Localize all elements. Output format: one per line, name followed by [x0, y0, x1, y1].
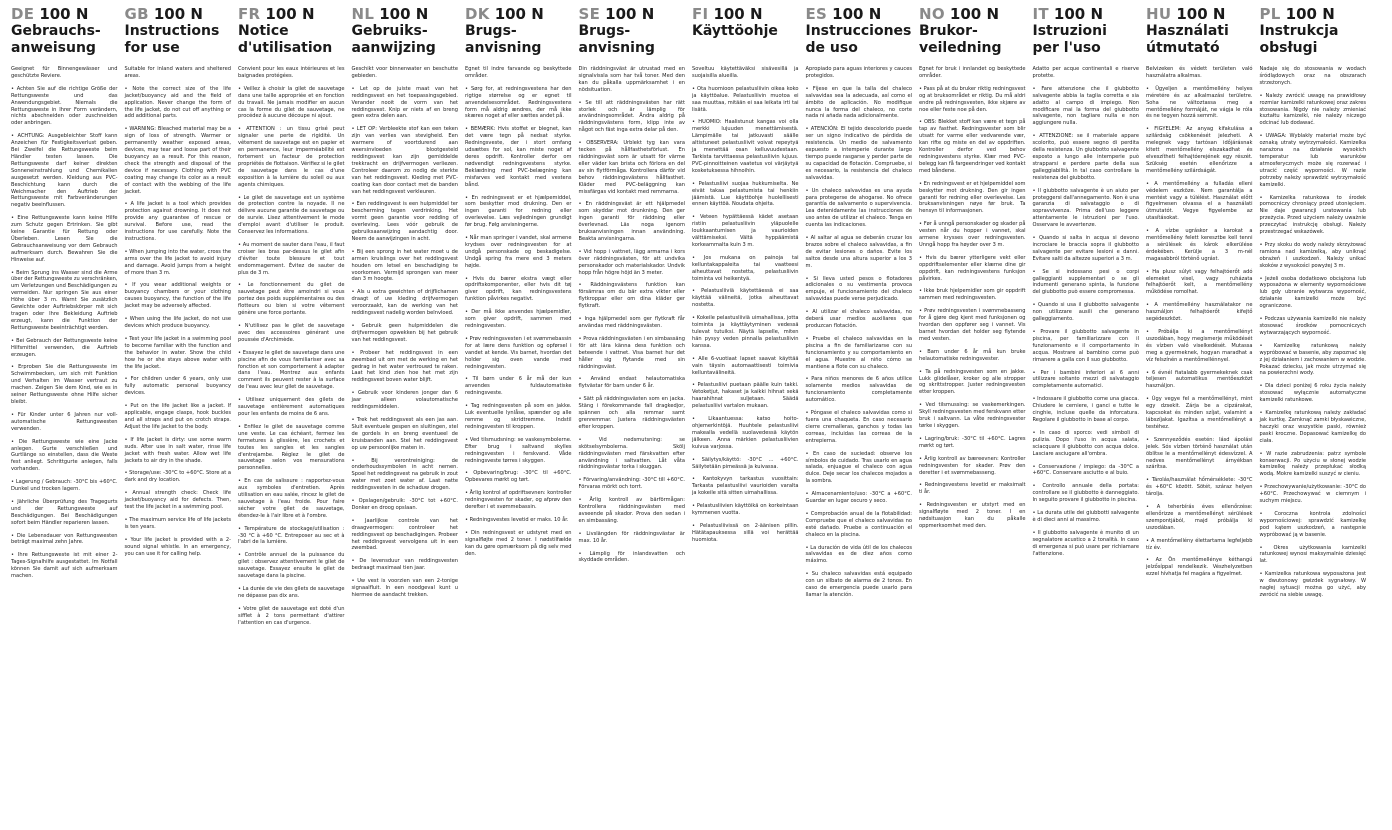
instruction-paragraph: • ATENCIÓN: El tejido descolorido puede ser un signo indicativo de pérdida de resistencia. Un medio de salvamento expuesto a intemperie durante largo tiempo puede rasgarse y perder parte de su capacidad de flotación. Compruebe, si es necesario, la resistencia del chaleco salvavidas.	[805, 126, 912, 181]
column-title: Instrukcja obsługi	[1259, 23, 1339, 56]
language-column-nl	[349, 4, 463, 826]
instruction-text	[352, 66, 459, 599]
instruction-paragraph: • Lagring/bruk: -30°C til +60°C. Lagres mørkt og tørt.	[919, 435, 1026, 449]
language-code: SE	[578, 5, 601, 23]
instruction-paragraph: • Para niños menores de 6 años utilice solamente medios salvavidas de funcionamiento completamente automático.	[805, 376, 912, 404]
instruction-paragraph: • Il giubbotto salvagente è un aiuto per proteggersi dall'annegamento. Non è una garanzia di salvataggio o di sopravvivenza. Prima dell'uso leggere attentamente le istruzioni per l'uso. Osservare le avvertenze.	[1032, 187, 1139, 229]
instruction-paragraph: • Ta på redningsvesten som en jakke. Lukk glidelåser, kroker og alle stropper og skrittstropper. Juster redningsvesten etter kroppen.	[919, 368, 1026, 396]
instruction-paragraph: • Tárolás/használat hőmérséklete: -30°C és +60°C között. Sötét, száraz helyen tárolja.	[1146, 477, 1253, 498]
instruction-paragraph: • Almacenamiento/uso: -30°C a +60°C. Guardar en lugar oscuro y seco.	[805, 491, 912, 505]
instruction-paragraph: • En redningsvest er et hjelpemiddel som beskytter mot drukning. Den gir ingen garanti for redning eller overlevelse. Les bruksanvisningen nøye før bruk. Ta hensyn til informasjonen.	[919, 180, 1026, 215]
buoyancy-rating: 100 N	[39, 5, 89, 23]
language-code: ES	[805, 5, 828, 23]
instruction-paragraph: • The maximum service life of life jackets is ten years.	[124, 516, 231, 530]
instruction-paragraph: • La durée de vie des gilets de sauvetage ne dépasse pas dix ans.	[238, 586, 345, 599]
instruction-paragraph: • Ota huomioon pelastusliivin oikea koko ja käyttöalue. Pelastusliivin muotoa ei saa muuttaa, mitään ei saa leikata irti tai lisätä.	[692, 85, 799, 113]
instruction-paragraph: • Gebruik geen hulpmiddelen die drijfvermogen opwekken bij het gebruik van het reddingsvest.	[351, 323, 458, 343]
instruction-text	[1260, 66, 1367, 599]
instruction-text	[919, 66, 1026, 530]
instruction-paragraph: • Sørg for, at redningsvestens har den rigtige størrelse og er egnet til anvendelsesområdet. Redningsvestens form må aldrig ændres, der må ikke skæres noget af eller sættes andet på.	[465, 85, 572, 120]
instruction-paragraph: • En räddningsväst är ett hjälpmedel som skyddar mot drunkning. Den ger ingen garanti för räddning eller överlevnad. Läs noga igenom bruksanvisningen innan användning. Beakta anvisningarna.	[578, 201, 685, 242]
instruction-paragraph: • Ügyeljen a mentőmellény helyes méretére és az alkalmazási területre. Soha ne változtassa meg a mentőmellény formáját, ne vágja le róla és ne tegyen hozzá semmit.	[1146, 85, 1253, 120]
instruction-paragraph: • Pelastusliiviä käytettäessä ei saa käyttää välineitä, jotka aiheuttavat nostetta.	[692, 288, 799, 309]
instruction-paragraph: • ATTENTION : un tissu grisé peut signaler une perte de rigidité. Un vêtement de sauvetage est en papier et en permanence, leur imperméabilité est fortement un facteur de protection propriétés de flottaison. Vérifiez si le gilet de sauvetage dans le cas d'une exposition à la lumière du soleil ou aux agents chimiques.	[238, 126, 345, 188]
column-title: Gebruiks- aanwijzing	[351, 23, 436, 56]
instruction-paragraph: • Se si indossano pesi o corpi galleggianti supplementari o se gli indumenti generano spinta, la funzione del giubbotto può essere compromessa.	[1032, 268, 1139, 296]
instruction-paragraph: • Per i bambini inferiori ai 6 anni utilizzare soltanto mezzi di salvataggio completamente automatici.	[1032, 369, 1139, 390]
instruction-paragraph: • A mentőmellény élettartama legfeljebb tíz év.	[1146, 537, 1253, 551]
instruction-paragraph: • Essayez le gilet de sauvetage dans une piscine afin de vous familiariser avec sa fonction et son comportement à adapter dans l'eau. Montrez aux enfants comment ils peuvent rester à la surface de l'eau avec leur gilet de sauvetage.	[238, 349, 345, 391]
instruction-paragraph: • En cas de salissure : rapportez-vous aux symboles d'entretien. Après utilisation en eau salée, rincez le gilet de sauvetage à l'eau froide. Pour faire sécher votre gilet de sauvetage, étendez-le à l'air libre et à l'ombre.	[238, 478, 345, 519]
instruction-paragraph: • Quando si salta in acqua si devono incrociare le braccia sopra il giubbotto salvagente per evitare lesioni e danni. Evitare salti da altezze superiori a 3 m.	[1032, 235, 1139, 262]
instruction-paragraph: • Quando si usa il giubbotto salvagente non utilizzare ausili che generano galleggiamento.	[1032, 302, 1139, 323]
instruction-paragraph: • BEMÆRK: Hvis stoffet er blegnet, kan det være tegn på nedsat styrke. Redningsveste, der i stort omfang udsættes for sol, kan miste noget af deres opdrift. Kontroller derfor om nødvendigt redningsvestens styrke. Beklædning med PVC-belægning kan misfarves ved kontakt med vestens bånd.	[465, 126, 572, 188]
instruction-columns	[8, 4, 1388, 826]
instruction-text	[1146, 66, 1253, 578]
column-title: Brugs- anvisning	[578, 23, 655, 56]
buoyancy-rating: 100 N	[379, 5, 429, 23]
instruction-paragraph: • A life jacket is a tool which provides protection against drowning. It does not provide any guarantee of rescue or survival. Before use, read the instructions for use carefully. Note the instructions.	[124, 201, 231, 242]
column-header	[11, 4, 118, 60]
instruction-paragraph: • Bij verontreiniging: de onderhoudssymbolen in acht nemen. Spoel het reddingsvest na gebruik in zout water met zoet water af. Laat natte reddingsvesten in de schaduw drogen.	[351, 457, 458, 492]
language-column-se	[576, 4, 690, 826]
instruction-paragraph: • WARNING: Bleached material may be a sign of loss of strength. Warmer or permanently weather exposed areas, devices, may tear and loose part of their buoyancy as a result. For this reason, check the strength and disposal of the device if necessary. Clothing with PVC coating may change its color as a result of contact with the webbing of the life jacket.	[124, 126, 231, 195]
instruction-paragraph: • Coroczna kontrola zdolności wypornościowej: sprawdzić kamizelkę pod kątem uszkodzeń, a następnie wypróbować ją w basenie.	[1259, 510, 1366, 538]
instruction-paragraph: • W razie zabrudzenia: patrz symbole konserwacji. Po użyciu w słonej wodzie kamizelkę należy przepłukać słodką wodą. Mokre kamizelki suszyć w cieniu.	[1259, 450, 1366, 478]
instruction-paragraph: • Bei Gebrauch der Rettungsweste keine Hilfsmittel verwenden, die Auftrieb erzeugen.	[11, 337, 118, 358]
instruction-paragraph: • Livslängden för räddningsvästar är max. 10 år.	[578, 530, 685, 544]
instruction-paragraph: • Przy skoku do wody należy skrzyżować ramiona nad kamizelką, aby uniknąć obrażeń i uszkodzeń. Należy unikać skoków z wysokości powyżej 3 m.	[1259, 241, 1366, 269]
instruction-paragraph: • Der må ikke anvendes hjælpemidler, som giver opdrift, sammen med redningsvesten.	[465, 309, 572, 329]
instruction-paragraph: • Hvis du bærer ytterligere vekt eller oppdriftselementer eller klærne dine gir oppdrift, kan redningsvestens funksjon påvirkes.	[919, 254, 1026, 282]
instruction-paragraph: • Kokeile pelastusliiviä uimahallissa, jotta toiminta ja käyttäytyminen vedessä tulevat tutuiksi. Näytä lapselle, miten hän pysyy veden pinnalla pelastusliivin kanssa.	[692, 315, 799, 349]
instruction-text	[692, 66, 799, 544]
column-header	[1146, 4, 1253, 60]
instruction-paragraph: • Alle 6-vuotiaat lapset saavat käyttää vain täysin automaattisesti toimivia kelluntavälineitä.	[692, 355, 799, 376]
instruction-paragraph: • Su chaleco salvavidas está equipado con un silbato de alarma de 2 tonos. En caso de emergencia puede usarlo para llamar la atención.	[805, 571, 912, 598]
language-column-fi	[689, 4, 803, 826]
instruction-paragraph: • ATTENZIONE: se il materiale appare scolorito, può essere segno di perdita della resistenza. Un giubbotto salvagente esposto a lungo alle intemperie può strapparsi e perdere parte della sua galleggiabilità. In tal caso controllare la resistenza del giubbotto.	[1032, 133, 1139, 181]
instruction-paragraph: • If life jacket is dirty: use some warm suds. After use in salt water, rinse life jacket with fresh water. Allow wet life jackets to air dry in the shade.	[124, 436, 231, 464]
instruction-paragraph: • Conservazione / impiego: da -30°C a +60°C. Conservare asciutto e al buio.	[1032, 463, 1139, 477]
language-code: HU	[1146, 5, 1172, 23]
instruction-paragraph: • Erproben Sie die Rettungsweste im Schwimmbecken, um sich mit Funktion und Verhalten im Wasser vertraut zu machen. Zeigen Sie dem Kind, wie es in seiner Rettungsweste ohne Hilfe sicher bleibt.	[11, 364, 118, 405]
instruction-paragraph: • Ikke bruk hjelpemidler som gir oppdrift sammen med redningsvesten.	[919, 288, 1026, 302]
instruction-paragraph: • Likaantuessa: katso hoito-ohjemerkintöjä. Huuhtele pelastusliivi makealla vedellä suolavedessä käytön jälkeen. Anna märkien pelastusliivien kuivua varjossa.	[692, 416, 799, 450]
instruction-paragraph: • Die Lebensdauer von Rettungswesten beträgt maximal zehn Jahre.	[11, 532, 118, 546]
instruction-paragraph: • Kamizelka ratunkowa wyposażona jest w dwutonowy gwizdek sygnałowy. W nagłej sytuacji można go użyć, aby zwrócić na siebie uwagę.	[1259, 571, 1366, 598]
instruction-paragraph: • Fíjese en que la talla del chaleco salvavidas sea la adecuada, así como el ámbito de aplicación. No modifique nunca la forma del chaleco, no corte nada ni añada nada adicionalmente.	[805, 85, 912, 120]
column-header	[1033, 4, 1140, 60]
instruction-paragraph: Geschikt voor binnenwater en beschutte gebieden.	[351, 66, 458, 79]
column-title: Használati útmutató	[1146, 23, 1229, 56]
instruction-paragraph: • Au moment de sauter dans l'eau, il faut croiser les bras par-dessus le gilet afin d'éviter toute blessure et tout endommagement. Évitez de sauter de plus de 3 m.	[238, 241, 345, 276]
buoyancy-rating: 100 N	[832, 5, 882, 23]
instruction-paragraph: • Dla dzieci poniżej 6 roku życia należy stosować wyłącznie automatyczne kamizelki ratunkowe.	[1259, 383, 1366, 404]
instruction-paragraph: • Inga hjälpmedel som ger flytkraft får användas med räddningsvästen.	[578, 316, 685, 329]
instruction-paragraph: • Lagerung / Gebrauch: -30°C bis +60°C. Dunkel und trocken lagern.	[11, 479, 118, 493]
language-code: DE	[11, 5, 35, 23]
buoyancy-rating: 100 N	[265, 5, 315, 23]
instruction-paragraph: • Utilisez uniquement des gilets de sauvetage entièrement automatiques pour les enfants de moins de 6 ans.	[238, 397, 345, 417]
instruction-paragraph: • A mentőmellény a fulladás elleni védelem eszköze. Nem garantálja a mentést vagy a túlélést. Használat előtt figyelmesen olvassa el a használati útmutatót. Vegye figyelembe az utasításokat.	[1146, 180, 1253, 222]
instruction-paragraph: Belvizeken és védett területen való használatra alkalmas.	[1146, 66, 1253, 79]
instruction-paragraph: Apropiado para aguas interiores y cauces protegidos.	[805, 66, 912, 79]
instruction-paragraph: • Votre gilet de sauvetage est doté d'un sifflet à 2 tons permettant d'attirer l'attention en cas d'urgence.	[238, 605, 345, 626]
instruction-paragraph: • La duración de vida útil de los chalecos salvavidas es de diez años como máximo.	[805, 544, 912, 565]
instruction-paragraph: • Ha plusz súlyt vagy felhajtóerőt adó elemeket visel, vagy ruházata felhajtóerőt kelt, a mentőmellény működése romolhat.	[1146, 268, 1253, 296]
instruction-paragraph: • Årlig kontrol af opdriftsevnen: kontroller redningsvesten for skader, og afprøv den derefter i et svømmebassin.	[465, 490, 572, 511]
language-column-hu	[1143, 4, 1257, 826]
instruction-paragraph: Geeignet für Binnengewässer und geschützte Reviere.	[11, 66, 118, 79]
column-header	[352, 4, 459, 60]
instruction-paragraph: Nadaje się do stosowania w wodach śródlądowych oraz na obszarach strzeżonych.	[1259, 66, 1366, 86]
instruction-paragraph: • Räddningsvästens funktion kan försämras om du bär extra vikter eller flytkroppar eller om dina kläder ger flytkraft.	[578, 282, 685, 310]
instruction-paragraph: • Redningsvesten er utstyrt med en signalfløyte med 2 toner. I en nødsituasjon kan du påkalle oppmerksomhet med den.	[919, 502, 1026, 529]
column-header	[579, 4, 686, 60]
language-code: NL	[351, 5, 375, 23]
instruction-paragraph: Egnet til indre farvande og beskyttede områder.	[465, 66, 572, 79]
language-column-pl	[1257, 4, 1371, 826]
instruction-paragraph: • Prøv redningsvesten i et svømmebassin for at lære dens funktion og opførsel i vandet at kende. Vis barnet, hvordan det holder sig oven vande med redningsvesten.	[465, 335, 572, 370]
buoyancy-rating: 100 N	[713, 5, 763, 23]
instruction-paragraph: • Beim Sprung ins Wasser sind die Arme über der Rettungsweste zu verschränken, um Verletzungen und Beschädigungen zu vermeiden. Nur springen Sie aus einer Höhe über 3 m. Warnt Sie zusätzlich Gewichte oder Auftriebskörper mit sich tragen oder Ihre Bekleidung Auftrieb erzeugt, kann die Funktion der Rettungsweste beeinträchtigt werden.	[11, 269, 118, 331]
instruction-paragraph: • Let op de juiste maat van het reddingsvest en het toepassingsgebied. Verander nooit de vorm van het reddingsvest. Knip er niets af en breng geen extra delen aan.	[351, 85, 458, 120]
instruction-paragraph: • Din redningsvest er udstyret med en signalfløjte med 2 toner. I nødstilfælde kan du gøre opmærksom på dig selv med den.	[465, 529, 572, 557]
instruction-paragraph: • Próbálja ki a mentőmellényt uszodában, hogy megismerje működését és vízben való viselkedését. Mutassa meg a gyermeknek, hogyan maradhat a víz felszínén a mentőmellénnyel.	[1146, 329, 1253, 363]
instruction-paragraph: • For children under 6 years, only use fully automatic personal buoyancy devices.	[124, 376, 231, 397]
instruction-paragraph: • Gebruik voor kinderen jonger dan 6 jaar alleen volautomatische reddingsmiddelen.	[351, 390, 458, 411]
instruction-paragraph: • Storage/use: -30°C to +60°C. Store at a dark and dry location.	[124, 470, 231, 484]
instruction-paragraph: • Pelastusliivi puetaan päälle kuin takki. Vetoketjut, hakaset ja kaikki hihnat sekä haarahihnat suljetaan. Säädä pelastusliivi vartalon mukaan.	[692, 382, 799, 410]
instruction-paragraph: • La durata utile dei giubbotti salvagente è di dieci anni al massimo.	[1032, 510, 1139, 523]
instruction-paragraph: • Indossare il giubbotto come una giacca. Chiudere le cerniere, i ganci e tutte le cinghie, incluse quelle da inforcatura. Regolare il giubbotto in base al corpo.	[1032, 396, 1139, 423]
instruction-paragraph: • Förvaring/användning: -30°C till +60°C. Förvaras mörkt och torrt.	[578, 477, 685, 491]
instruction-paragraph: • Kamizelka ratunkowa to środek pomocniczy chroniący przed utonięciem. Nie daje gwarancji uratowania lub przeżycia. Przed użyciem należy uważnie przeczytać instrukcję obsługi. Należy przestrzegać wskazówek.	[1259, 194, 1366, 236]
instruction-paragraph: • Opbevaring/brug: -30°C til +60°C. Opbevares mørkt og tørt.	[465, 470, 572, 484]
instruction-paragraph: • OBSERVERA: Urblekt tyg kan vara tecken på hållfasthetsförlust. En räddningsväst som är utsatt för värme eller väder kan brista och förlora en del av sin flytförmåga. Kontrollera därför vid behov räddningsvästens hållfasthet. Kläder med PVC-beläggning kan missfärgas vid kontakt med remmarna.	[578, 140, 685, 195]
instruction-paragraph: • Årlig kontroll av bæreevnen: Kontroller redningsvesten for skader. Prøv den deretter i et svømmebasseng.	[919, 455, 1026, 476]
instruction-paragraph: • A vízbe ugráskor a karokat a mentőmellény felett keresztbe kell tenni a sérülések és károk elkerülése érdekében. Kerülje a 3 m-nél magasabbról történő ugrást.	[1146, 228, 1253, 262]
instruction-paragraph: • Prøv redningsvesten i svømmebasseng for å gjøre deg kjent med funksjonen og hvordan den oppfører seg i vannet. Vis barnet hvordan det holder seg flytende med vesten.	[919, 308, 1026, 342]
instruction-paragraph: • Veillez à choisir la gilet de sauvetage dans une taille appropriée et en fonction du travail. Ne jamais modifier en aucun cas la forme du gilet de sauvetage, ne procédez à aucune découpe ni ajout.	[238, 85, 345, 120]
instruction-paragraph: • Pelastusliivi suojaa hukkumiselta. Ne eivät takaa pelastumista tai henkiin jäämistä. Lue käyttöohje huolellisesti ennen käyttöä. Noudata ohjeita.	[692, 180, 799, 208]
language-column-it	[1030, 4, 1144, 826]
buoyancy-rating: 100 N	[1285, 5, 1335, 23]
column-title: Instructions for use	[124, 23, 220, 56]
instruction-paragraph: • Podczas używania kamizelki nie należy stosować środków pomocniczych wytwarzających wyporność.	[1259, 316, 1366, 336]
column-title: Brugs- anvisning	[465, 23, 542, 56]
language-column-dk	[462, 4, 576, 826]
language-code: NO	[919, 5, 945, 23]
instruction-paragraph: • Enfilez le gilet de sauvetage comme une veste. Le cas échéant, fermez les fermetures à glissière, les crochets et toutes les sangles et les sangles d'entrejambe. Réglez le gilet de sauvetage selon vos mensurations personnelles.	[238, 423, 345, 472]
instruction-paragraph: • Veteen hypättäessä kädet asetaan ristiin pelastusliivin yläpuolelle loukkaantumisen ja vaurioiden välttämiseksi. Vältä hyppäämistä korkeammalta kuin 3 m.	[692, 214, 799, 248]
instruction-paragraph: • Bij een sprong in het water moet u de armen kruislings over het reddingsvest houden om letsel en beschadiging te voorkomen. Vermijd sprongen van meer dan 3 m hoogte.	[351, 248, 458, 283]
instruction-paragraph: • Før å unngå personskader og skader på vesten når du hopper i vannet, skal armene krysses over redningsvesten. Unngå hopp fra høyder over 3 m.	[919, 221, 1026, 248]
instruction-paragraph: • Annual strength check: Check life jacket/buoyancy aid for defects. Then, test the life jacket in a swimming pool.	[124, 490, 231, 511]
instruction-paragraph: • Prova räddningsvästen i en simbassäng för att lära känna dess funktion och beteende i vattnet. Visa barnet hur det håller sig flytande med sin räddningsväst.	[578, 335, 685, 370]
instruction-paragraph: • Vid nedsmutsning: se skötselsymbolerna. Skölj räddningsvästen med färskvatten efter användning i saltvatten. Låt våta räddningsvästar torka i skuggan.	[578, 436, 685, 471]
language-code: DK	[465, 5, 490, 23]
instruction-paragraph: • UWAGA: Wyblakły materiał może być oznaką utraty wytrzymałości. Kamizelka narażona na działanie wysokich temperatur lub warunków atmosferycznych może się rozerwać i utracić część wyporności. W razie potrzeby należy sprawdzić wytrzymałość kamizelki.	[1259, 133, 1366, 188]
instruction-paragraph: • Kamizelkę ratunkową należy wypróbować w basenie, aby zapoznać się z jej działaniem i zachowaniem w wodzie. Pokazać dziecku, jak może utrzymać się na powierzchni wody.	[1259, 342, 1366, 377]
instruction-paragraph: • Kantokyvyn tarkastus vuosittain: Tarkasta pelastusliivi vaurioiden varalta ja kokeile sitä sitten uimahallissa.	[692, 476, 799, 497]
instruction-paragraph: • Säilytys/käyttö: -30°C ... +60°C. Säilytetään pimeässä ja kuivassa.	[692, 456, 799, 470]
language-code: GB	[124, 5, 149, 23]
language-code: PL	[1259, 5, 1281, 23]
instruction-paragraph: • Le gilet de sauvetage est un système de protection contre la noyade. Il ne délivre aucune garantie de sauvetage ou de survie. Lisez attentivement le mode d'emploi avant d'utiliser le produit. Conservez les informations.	[238, 194, 345, 236]
instruction-paragraph: • Put on the life jacket like a jacket. If applicable, engage clasps, hook buckles and all straps and put on crotch straps. Adjust the life jacket to the body.	[124, 403, 231, 430]
instruction-paragraph: • Een reddingsvest is een hulpmiddel ter bescherming tegen verdrinking. Het vormt geen garantie voor redding of overleving. Lees vóór gebruik de gebruiksaanwijzing aandachtig door. Neem de aanwijzingen in acht.	[351, 201, 458, 242]
instruction-paragraph: • Når man springer i vandet, skal armene krydses over redningsvesten for at undgå personskade og beskadigelse. Undgå spring fra mere end 3 meters højde.	[465, 235, 572, 269]
instruction-paragraph: • Eine Rettungsweste kann keine Hilfe zum Schutz gegen Ertrinken. Sie gibt keine Garantie für Rettung oder Überleben. Lesen Sie die Gebrauchsanweisung vor dem Gebrauch aufmerksam durch. Bewahren Sie die Hinweise auf.	[11, 215, 118, 263]
instruction-paragraph: • Lämplig för inlandsvatten och skyddade områden.	[578, 550, 685, 564]
buoyancy-rating: 100 N	[153, 5, 203, 23]
instruction-paragraph: • Tag redningsvesten på som en jakke. Luk eventuelle lynlåse, spænder og alle remme og skridtremme. Indstil redningsvesten til kroppen.	[465, 403, 572, 430]
instruction-paragraph: • N'utilisez pas le gilet de sauvetage avec des accessoires générant une poussée d'Archimède.	[238, 323, 345, 343]
column-title: Gebrauchs- anweisung	[11, 23, 101, 56]
instruction-paragraph: • Comprobación anual de la flotabilidad: Compruebe que el chaleco salvavidas no esté dañado. Pruebe a continuación el chaleco en la piscina.	[805, 510, 912, 538]
instruction-paragraph: • Al utilizar el chaleco salvavidas, no deberá usar medios auxiliares que produzcan flotación.	[805, 309, 912, 329]
instruction-paragraph: • Pelastusliivien käyttöikä on korkeintaan kymmenen vuotta.	[692, 503, 799, 517]
language-code: FI	[692, 5, 709, 23]
instruction-paragraph: Suitable for inland waters and sheltered areas.	[124, 66, 231, 79]
column-header	[1260, 4, 1367, 60]
instruction-text	[238, 66, 345, 627]
column-title: Istruzioni per l'uso	[1032, 23, 1107, 56]
instruction-text	[125, 66, 232, 557]
instruction-paragraph: • Jaarlijkse controle van het draagvermogen: controleer het reddingsvest op beschadigingen. Probeer het reddingsvest vervolgens uit in een zwembad.	[351, 517, 458, 552]
instruction-paragraph: • A mentőmellény használatakor ne használjon felhajtóerőt kifejtő segédeszközt.	[1146, 302, 1253, 323]
instruction-text	[1033, 66, 1140, 557]
instruction-paragraph: • Úgy vegye fel a mentőmellényt, mint egy dzsekit. Zárja be a cipzárakat, kapcsokat és minden szíjat, valamint a lábszíjakat. Igazítsa a mentőmellényt a testéhez.	[1146, 396, 1253, 430]
instruction-paragraph: • HUOMIO: Haalistunut kangas voi olla merkki lujuuden menettämisestä. Lämpimälle tai jatkuvasti säälle altistuneet pelastusliivit voivat repeytyä ja menettää osan kelluvuudestaan. Tarkista tarvittaessa pelastusliivin lujuus. PVC-pinnoitteinen vaatetus voi värjäytyä kosketuksessa hihnoihin.	[692, 119, 799, 174]
instruction-paragraph: Egnet for bruk i innlandet og beskyttede områder.	[919, 66, 1026, 79]
column-title: Käyttöohje	[692, 23, 778, 39]
instruction-paragraph: Adatto per acque continentali e riserve protette.	[1032, 66, 1139, 79]
instruction-paragraph: • Redningsvestens levetid er maksimalt ti år.	[919, 482, 1026, 496]
instruction-paragraph: • In caso di sporco: vedi simboli di pulizia. Dopo l'uso in acqua salata, sciacquare il giubbotto con acqua dolce. Lasciare asciugare all'ombra.	[1032, 429, 1139, 457]
instruction-paragraph: • Controllo annuale della portata: controllare se il giubbotto è danneggiato. In seguito provare il giubbotto in piscina.	[1032, 483, 1139, 504]
instruction-paragraph: • Für Kinder unter 6 Jahren nur voll-automatische Rettungswesten verwenden.	[11, 411, 118, 432]
instruction-paragraph: • Pruebe el chaleco salvavidas en la piscina a fin de familiarizarse con su funcionamiento y su comportamiento en el agua. Muestre al niño cómo se mantiene a flote con su chaleco.	[805, 335, 912, 370]
instruction-paragraph: • Al saltar al agua se deberán cruzar los brazos sobre el chaleco salvavidas, a fin de evitar lesiones o daños. Evite los saltos desde una altura superior a los 3 m.	[805, 235, 912, 269]
instruction-paragraph: • 6 évnél fiatalabb gyermekeknek csak teljesen automatikus mentőeszközt használjon.	[1146, 369, 1253, 390]
column-header	[692, 4, 799, 60]
instruction-paragraph: • En caso de suciedad: observe los símbolos de cuidado. Tras usarlo en agua salada, enjuague el chaleco con agua dulce. Deje secar los chalecos mojados a la sombra.	[805, 450, 912, 485]
language-column-de	[8, 4, 122, 826]
instruction-paragraph: • ACHTUNG: Ausgebleichter Stoff kann Anzeichen für Festigkeitsverlust geben. Bei Zweifel die Rettungsweste beim Händler testen lassen. Die Rettungsweste darf keiner direkten Sonneneinstrahlung und Chemikalien ausgesetzt werden. Kleidung aus PVC-Beschichtung kann durch die Weichmacher den Auftrieb der Rettungsweste mit Farbveränderungen negativ beeinflussen.	[11, 133, 118, 209]
instruction-paragraph: • Température de stockage/utilisation : -30 °C à +60 °C. Entreposer au sec et à l'abri de la lumière.	[238, 525, 345, 546]
instruction-paragraph: • LET OP: Verbleekte stof kan een teken zijn van verlies van stevigheid. Een warmere of voortdurend aan weersinvloeden blootgesteld reddingsvest kan zijn gemiddelde trekkracht en drijfvermogen verliezen. Controleer daarom zo nodig de sterkte van het reddingsvest. Kleding met PVC-coating kan door contact met de banden van het reddingsvest verkleuren.	[351, 126, 458, 195]
instruction-paragraph: • Provare il giubbotto salvagente in piscina, per familiarizzare con il funzionamento e il comportamento in acqua. Mostrare al bambino come può rimanere a galla con il suo giubbotto.	[1032, 329, 1139, 363]
instruction-paragraph: Din räddningsväst är utrustad med en signalvissla som har två toner. Med den kan du påkalla uppmärksamhet i en nödsituation.	[578, 66, 685, 93]
instruction-paragraph: • Przechowywanie/użytkowanie: -30°C do +60°C. Przechowywać w ciemnym i suchym miejscu.	[1259, 484, 1366, 505]
instruction-paragraph: • Sätt på räddningsvästen som en jacka. Stäng i förekommande fall dragkedjor, spännen och alla remmar samt grenremmar. Justera räddningsvästen efter kroppen.	[578, 396, 685, 430]
instruction-paragraph: • Hvis du bærer ekstra vægt eller opdriftskomponenter, eller hvis dit tøj giver opdrift, kan redningsvestens funktion påvirkes negativt.	[465, 275, 572, 303]
instruction-text	[579, 66, 686, 564]
instruction-paragraph: • Pelastusliivissä on 2-äänisen pillin. Hätätapauksessa sillä voi herättää huomiota.	[692, 522, 799, 543]
instruction-paragraph: • When using the life jacket, do not use devices which produce buoyancy.	[124, 316, 231, 329]
instruction-paragraph: • En redningsvest er et hjælpemiddel, som beskytter mod drukning. Den er ingen garanti for redning eller overlevelse. Læs vejledningen grundigt før brug. Følg anvisningerne.	[465, 194, 572, 229]
buoyancy-rating: 100 N	[949, 5, 999, 23]
buoyancy-rating: 100 N	[1053, 5, 1104, 23]
instruction-paragraph: • Se till att räddningsvästen har rätt storlek och är lämplig för användningsområdet. Ändra aldrig på räddningsvästens form, klipp inte av något och fäst inga extra delar på den.	[578, 99, 685, 134]
instruction-text	[11, 66, 118, 580]
instruction-paragraph: • Kamizelkę ratunkową należy zakładać jak kurtkę. Zamknąć zamki błyskawiczne, haczyki oraz wszystkie paski, również paski kroczne. Dopasować kamizelkę do ciała.	[1259, 410, 1366, 444]
instruction-paragraph: • Test your life jacket in a swimming pool to become familiar with the function and the behavior in water. Show the child how he or she stays above water with the life jacket.	[124, 335, 231, 370]
column-title: Notice d'utilisation	[238, 23, 333, 56]
instruction-text	[806, 66, 913, 599]
instruction-paragraph: • Fare attenzione che il giubbotto salvagente abbia la taglia corretta e sia adatto al campo di impiego. Non modificare mai la forma del giubbotto salvagente, non tagliare nulla e non aggiungere nulla.	[1032, 85, 1139, 127]
column-title: Instrucciones de uso	[805, 23, 912, 56]
language-code: FR	[238, 5, 261, 23]
instruction-paragraph: • Jos mukana on painoja tai kelluntakappaleita tai vaatteesi aiheuttavat nostetta, pelastusliivin toiminta voi heikentyä.	[692, 254, 799, 282]
instruction-paragraph: • Ved tilsmudsning: se vaskesymbolerne. Efter brug i saltvand skylles redningsvesten i ferskvand. Våde redningsveste tørres i skyggen.	[465, 436, 572, 464]
column-header	[806, 4, 913, 60]
instruction-paragraph: • A teherbírás éves ellenőrzése: ellenőrizze a mentőmellényt sérülések szempontjából, majd próbálja ki uszodában.	[1146, 504, 1253, 531]
column-header	[919, 4, 1026, 60]
instruction-paragraph: • Póngase el chaleco salvavidas como si fuera una chaqueta. En caso necesario cierre cremalleras, ganchos y todas las correas, incluidas las correas de la entrepierna.	[805, 410, 912, 444]
buoyancy-rating: 100 N	[1176, 5, 1226, 23]
column-header	[465, 4, 572, 60]
language-column-gb	[122, 4, 236, 826]
instruction-paragraph: • Uw vest is voorzien van een 2-tonige signaalfluit. In een noodgeval kunt u hiermee de aandacht trekken.	[351, 578, 458, 598]
instruction-paragraph: • Årlig kontroll av bärförmågan: Kontrollera räddningsvästen med avseende på skador. Prova den sedan i en simbassäng.	[578, 497, 685, 524]
instruction-paragraph: • Die Rettungsweste wie eine Jacke anlegen. Gurte verschließen und Gurtlänge so einstellen, dass die Weste fest anliegt. Schrittgurte anlegen, falls vorhanden.	[11, 438, 118, 473]
instruction-paragraph: Convient pour les eaux intérieures et les baignades protégées.	[238, 66, 345, 79]
instruction-paragraph: • Redningsvestes levetid er maks. 10 år.	[465, 516, 569, 523]
column-header	[238, 4, 345, 60]
instruction-paragraph: • Un chaleco salvavidas es una ayuda para protegerse de ahogarse. No ofrece garantía de salvamento o supervivencia. Lea detenidamente las instrucciones de uso antes de utilizar el chaleco. Tenga en cuenta las indicaciones.	[805, 187, 912, 229]
language-code: IT	[1032, 5, 1049, 23]
instruction-paragraph: • Note the correct size of the life jacket/buoyancy aid and the field of application. Never change the form of the life jacket, do not cut off anything or add additional parts.	[124, 85, 231, 120]
instruction-paragraph: • Il giubbotto salvagente è munito di un segnalatore acustico a 2 tonalità. In caso di emergenza si può usare per richiamare l'attenzione.	[1032, 529, 1139, 557]
instruction-paragraph: • Ihre Rettungsweste ist mit einer 2-Tages-Signalhilfe ausgestattet. Im Notfall können Sie damit auf sich aufmerksam machen.	[11, 552, 118, 580]
instruction-paragraph: • If you wear additional weights or buoyancy chambers or your clothing causes buoyancy, the function of the life jacket may be adversely affected.	[124, 282, 231, 310]
instruction-paragraph: • Vid hopp i vattnet, lägg armarna i kors över räddningsvästen, för att undvika personskador och materialskador. Undvik hopp från högre höjd än 3 meter.	[578, 248, 685, 276]
buoyancy-rating: 100 N	[605, 5, 655, 23]
instruction-paragraph: • Ved tilsmussing: se vaskemerkingen. Skyll redningsvesten med ferskvann etter bruk i saltvann. La våte redningsvester tørke i skyggen.	[919, 402, 1026, 429]
instruction-paragraph: Soveltuu käytettäväksi sisävesillä ja suojaisilla alueilla.	[692, 66, 799, 79]
instruction-paragraph: • Opslagen/gebruik: -30°C tot +60°C. Donker en droog opslaan.	[351, 498, 458, 511]
instruction-paragraph: • De levensduur van reddingsvesten bedraagt maximaal tien jaar.	[351, 558, 458, 572]
instruction-paragraph: • Si lleva usted pesos o flotadores adicionales o su vestimenta provoca empuje, el funcionamiento del chaleco salvavidas puede verse perjudicado.	[805, 275, 912, 303]
instruction-paragraph: • When jumping into the water, cross the arms over the life jacket to avoid injury and damage. Avoid jumps from a height of more than 3 m.	[124, 248, 231, 276]
instruction-paragraph: • Szennyeződés esetén: lásd ápolási jelek. Sós vízben történő használat után öblítse le a mentőmellényt édesvízzel. A nedves mentőmellényt árnyékban szárítsa.	[1146, 436, 1253, 471]
instruction-paragraph: • Barn under 6 år må kun bruke helautomatiske redningsvester.	[919, 348, 1026, 362]
language-column-es	[803, 4, 917, 826]
instruction-paragraph: • Your life jacket is provided with a 2-sound signal whistle. In an emergency, you can use it for calling help.	[124, 536, 231, 557]
column-header	[125, 4, 232, 60]
language-column-no	[916, 4, 1030, 826]
instruction-paragraph: • Achten Sie auf die richtige Größe der Rettungsweste und das Anwendungsgebiet. Niemals die Rettungsweste in Ihrer Form verändern, nichts abschneiden oder zuschneiden oder anbringen.	[11, 85, 118, 127]
instruction-text	[465, 66, 572, 557]
instruction-paragraph: • Należy zwrócić uwagę na prawidłowy rozmiar kamizelki ratunkowej oraz zakres stosowania. Nigdy nie należy zmieniać kształtu kamizelki, nie należy niczego odcinać lub dodawać.	[1259, 92, 1366, 127]
instruction-paragraph: • Le fonctionnement du gilet de sauvetage peut être amoindri si vous portez des poids supplémentaires ou des flotteurs ou bien si votre vêtement génère une force portante.	[238, 282, 345, 317]
instruction-paragraph: • OBS: Blekket stoff kan være et tegn på tap av fasthet. Redningsvester som blir utsatt for varme eller vedvarende vær, kan rifte og miste en del av oppdriften. Kontroller derfor ved behov redningsvestens styrke. Klær med PVC-belegg kan få fargeendringer ved kontakt med båndene.	[919, 119, 1026, 174]
instruction-paragraph: • Az Ön mentőmellénye kéthangú jelzősíppal rendelkezik. Vészhelyzetben ezzel hívhatja fel magára a figyelmet.	[1146, 557, 1253, 578]
language-column-fr	[235, 4, 349, 826]
instruction-paragraph: • Trek het reddingsvest als een jas aan. Sluit eventuele gespen en sluitingen, stel de gordels in en breng eventueel de kruisbanden aan. Stel het reddingsvest op uw persoonlijke maten in.	[351, 416, 458, 451]
instruction-paragraph: • Als u extra gewichten of drijflichamen draagt of uw kleding drijfvermogen veroorzaakt, kan de werking van het reddingsvest nadelig worden beïnvloed.	[351, 289, 458, 317]
instruction-paragraph: • Til børn under 6 år må der kun anvendes fuldautomatiske redningsveste.	[465, 376, 572, 397]
instruction-paragraph: • Jeżeli osoba dodatkowo obciążona lub wyposażona w elementy wypornościowe lub gdy ubranie wytwarza wyporność, działanie kamizelki może być ograniczone.	[1259, 275, 1366, 310]
instruction-paragraph: • Använd endast helautomatiska flytvästar för barn under 6 år.	[578, 376, 685, 390]
instruction-paragraph: • Pass på at du bruker riktig redningsvest og at bruksområdet er riktig. Du må aldri endre på redningsvesten, ikke skjære av noe eller feste noe på den.	[919, 85, 1026, 113]
instruction-paragraph: • Jährliche Überprüfung des Tragegurts und der Rettungsweste auf Beschädigungen. Bei Beschädigungen sofort beim Händler reparieren lassen.	[11, 498, 118, 526]
instruction-paragraph: • Okres użytkowania kamizelki ratunkowej wynosi maksymalnie dziesięć lat.	[1259, 544, 1366, 565]
instruction-paragraph: • Probeer het reddingsvest in een zwembad uit om met de werking en het gedrag in het water vertrouwd te raken. Laat het kind zien hoe het met zijn reddingsvest boven water blijft.	[351, 349, 458, 384]
instruction-paragraph: • FIGYELEM: Az anyag kifakulása a szilárdság csökkenését jelezheti. A melegnek vagy tartósan időjárásnak kitett mentőmellény elszakadhat és elveszítheti felhajtóerejének egy részét. Szükség esetén ellenőrizze a mentőmellény szilárdságát.	[1146, 126, 1253, 174]
instruction-paragraph: • Contrôle annuel de la puissance du gilet : observez attentivement le gilet de sauvetage. Essayez ensuite le gilet de sauvetage dans la piscine.	[238, 552, 345, 580]
buoyancy-rating: 100 N	[494, 5, 544, 23]
column-title: Brukor- veiledning	[919, 23, 1002, 56]
